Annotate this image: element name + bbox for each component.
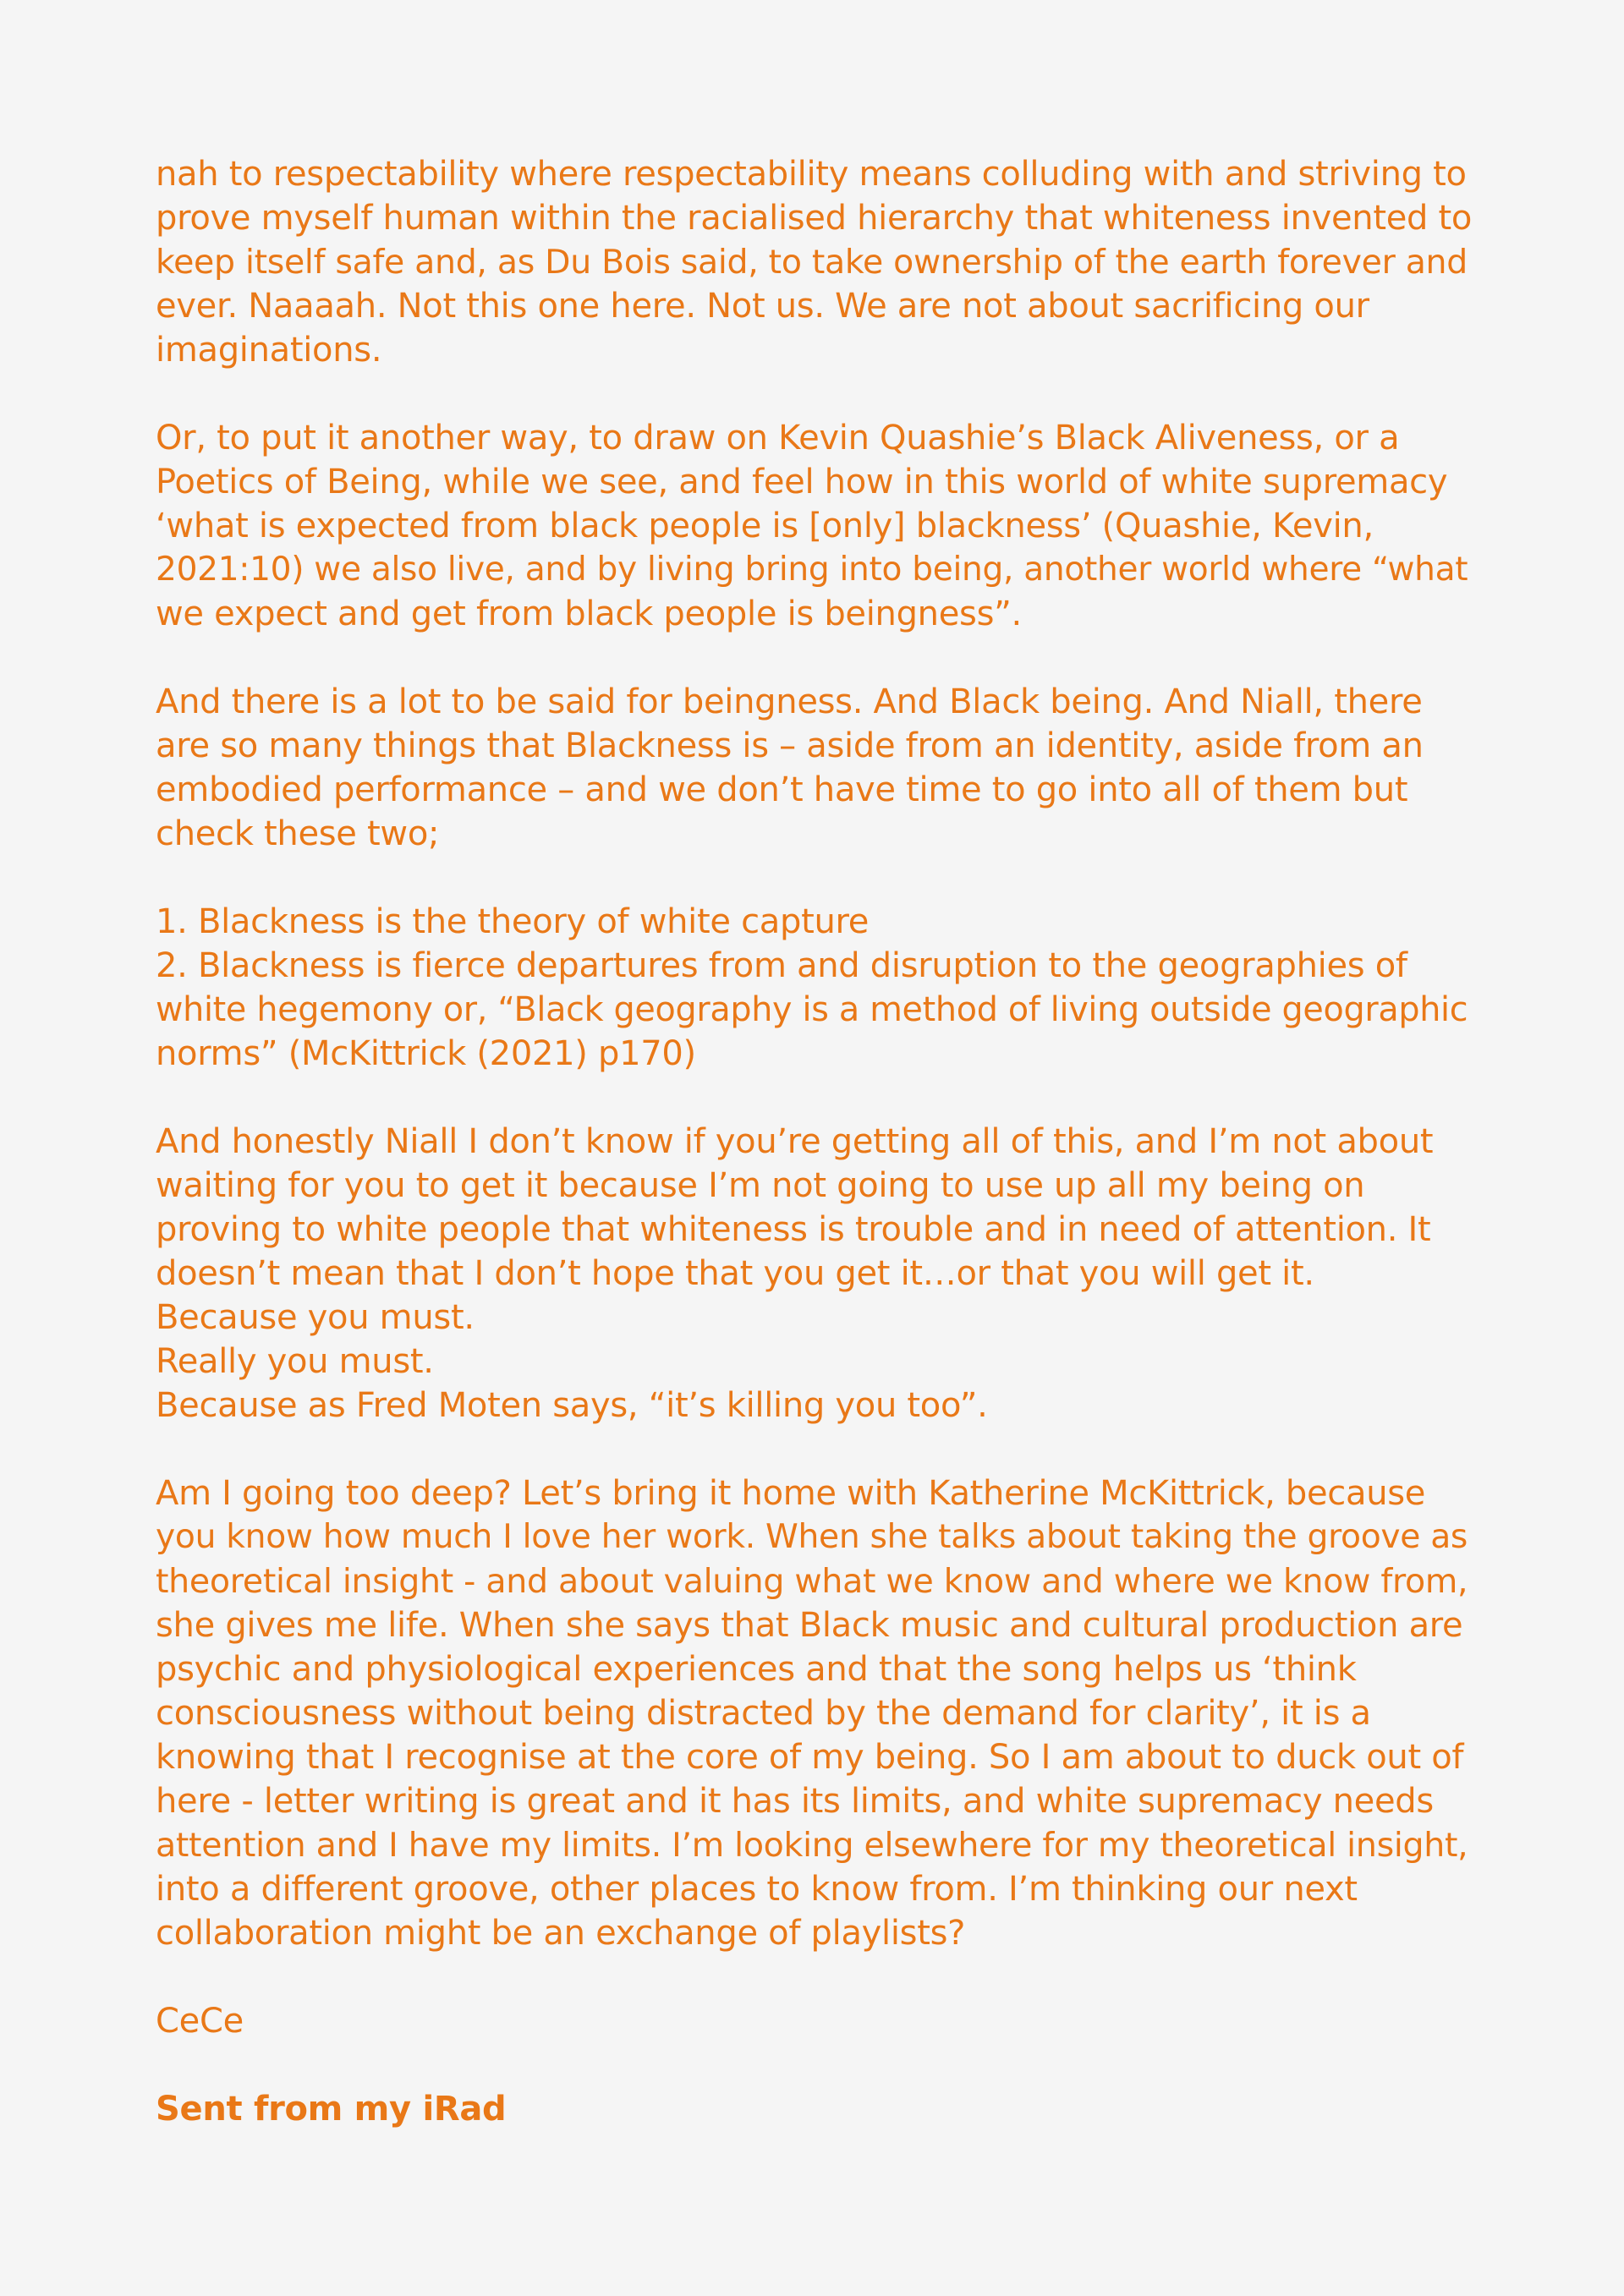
text-line: And there is a lot to be said for beingness. And Black being. And Niall, there: [156, 682, 1423, 721]
text-line: consciousness without being distracted by the demand for clarity’, it is a: [156, 1694, 1371, 1733]
text-line: into a different groove, other places to know from. I’m thinking our next: [156, 1870, 1358, 1909]
text-line: she gives me life. When she says that Black music and cultural production are: [156, 1606, 1463, 1645]
text-line: And honestly Niall I don’t know if you’re getting all of this, and I’m not about: [156, 1122, 1434, 1161]
text-line: check these two;: [156, 814, 440, 853]
list-item: 2. Blackness is fierce departures from and disruption to the geographies of: [156, 946, 1407, 985]
text-line: proving to white people that whiteness is trouble and in need of attention. It: [156, 1210, 1431, 1249]
text-line: psychic and physiological experiences and that the song helps us ‘think: [156, 1650, 1357, 1689]
text-line: collaboration might be an exchange of playlists?: [156, 1914, 966, 1953]
text-line: Really you must.: [156, 1342, 434, 1381]
text-line: embodied performance – and we don’t have time to go into all of them but: [156, 770, 1408, 809]
text-line: Am I going too deep? Let’s bring it home with Katherine McKittrick, because: [156, 1474, 1426, 1513]
text-line: theoretical insight - and about valuing what we know and where we know from,: [156, 1562, 1468, 1601]
paragraph-honestly: [156, 1120, 1475, 1427]
text-line: are so many things that Blackness is – aside from an identity, aside from an: [156, 726, 1424, 765]
text-line: keep itself safe and, as Du Bois said, to take ownership of the earth forever and: [156, 243, 1468, 282]
text-line: nah to respectability where respectability means colluding with and striving to: [156, 155, 1467, 194]
text-line: doesn’t mean that I don’t hope that you get it…or that you will get it.: [156, 1254, 1314, 1293]
text-line: attention and I have my limits. I’m looking elsewhere for my theoretical insight,: [156, 1826, 1468, 1865]
text-line: ever. Naaaah. Not this one here. Not us. We are not about sacrificing our: [156, 287, 1369, 326]
text-line: Because as Fred Moten says, “it’s killing you too”.: [156, 1386, 988, 1425]
paragraph-respectability: [156, 152, 1475, 372]
list-item: 1. Blackness is the theory of white capture: [156, 902, 870, 941]
list-item: norms” (McKittrick (2021) p170): [156, 1034, 696, 1073]
text-line: waiting for you to get it because I’m not going to use up all my being on: [156, 1166, 1365, 1205]
text-line: prove myself human within the racialised hierarchy that whiteness invented to: [156, 199, 1473, 238]
text-line: ‘what is expected from black people is [only] blackness’ (Quashie, Kevin,: [156, 507, 1374, 545]
text-line: imaginations.: [156, 331, 382, 370]
list-item: white hegemony or, “Black geography is a method of living outside geographic: [156, 990, 1468, 1029]
paragraph-quashie: [156, 416, 1475, 636]
text-line: knowing that I recognise at the core of my being. So I am about to duck out of: [156, 1738, 1464, 1777]
text-line: Because you must.: [156, 1298, 475, 1337]
text-line: Poetics of Being, while we see, and feel how in this world of white supremacy: [156, 463, 1448, 501]
text-line: here - letter writing is great and it has its limits, and white supremacy needs: [156, 1782, 1434, 1821]
paragraph-mckittrick: [156, 1471, 1475, 1955]
text-line: 2021:10) we also live, and by living bring into being, another world where “what: [156, 551, 1468, 589]
sent-from-footer: Sent from my iRad: [156, 2090, 507, 2129]
letter-body: [156, 152, 1475, 2131]
text-line: you know how much I love her work. When she talks about taking the groove as: [156, 1518, 1468, 1556]
paragraph-beingness: [156, 680, 1475, 856]
numbered-list: [156, 900, 1475, 1076]
text-line: we expect and get from black people is beingness”.: [156, 595, 1022, 633]
text-line: Or, to put it another way, to draw on Kevin Quashie’s Black Aliveness, or a: [156, 419, 1400, 458]
signature: CeCe: [156, 2002, 244, 2041]
